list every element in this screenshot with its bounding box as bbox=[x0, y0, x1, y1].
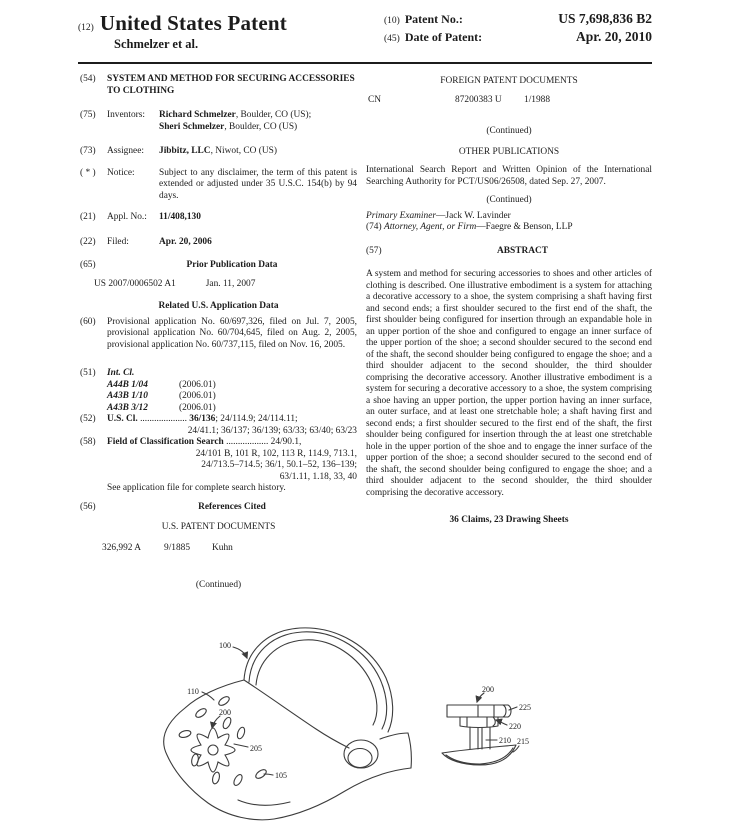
assignee-name: Jibbitz, LLC bbox=[159, 146, 211, 156]
attorney-line bbox=[366, 222, 652, 234]
related-data-entry bbox=[80, 317, 357, 352]
shoe-quarter-edge bbox=[244, 680, 349, 748]
field-60-num: (60) bbox=[80, 316, 96, 327]
inventors-list bbox=[159, 110, 311, 133]
field-search-line1 bbox=[107, 437, 357, 449]
assignee-content bbox=[107, 146, 357, 158]
int-cl-code: A44B 1/04 bbox=[107, 379, 148, 390]
filed-value: Apr. 20, 2006 bbox=[159, 236, 212, 247]
us-cl-label: U.S. Cl. bbox=[107, 414, 138, 424]
patent-number-code: (10) bbox=[384, 16, 400, 26]
notice-text: Subject to any disclaimer, the term of this patent is extended or adjusted under 35 U.S.C. 154(b) by 94 days. bbox=[159, 167, 357, 201]
header bbox=[78, 11, 652, 52]
appl-no-label: Appl. No.: bbox=[107, 212, 147, 222]
abstract-header bbox=[366, 246, 652, 258]
int-cl-code: A43B 3/12 bbox=[107, 402, 148, 413]
inventor-line bbox=[159, 110, 311, 122]
header-right bbox=[384, 11, 652, 52]
prior-pub-entry bbox=[80, 260, 357, 272]
filed-label: Filed: bbox=[107, 236, 129, 247]
attorney-value: —Faegre & Benson, LLP bbox=[476, 222, 573, 232]
vent-hole bbox=[232, 773, 244, 787]
assignee-line bbox=[159, 146, 277, 158]
prior-pub-number: US 2007/0006502 A1 bbox=[94, 278, 176, 289]
claims-line: 36 Claims, 23 Drawing Sheets bbox=[449, 515, 569, 525]
field-search-v1: 24/90.1, bbox=[270, 437, 302, 447]
inventor-name: Sheri Schmelzer bbox=[159, 121, 225, 132]
inventor-line bbox=[159, 122, 311, 134]
foreign-doc-row bbox=[368, 95, 652, 107]
appl-no-value: 11/408,130 bbox=[159, 212, 201, 222]
field-51-num: (51) bbox=[80, 368, 96, 378]
us-cl-line2: 24/41.1; 36/137; 36/139; 63/33; 63/40; 63/23 bbox=[187, 425, 357, 436]
field-73-num: (73) bbox=[80, 146, 96, 156]
appl-no-content bbox=[107, 212, 357, 224]
inventors-label: Inventors: bbox=[107, 110, 146, 120]
examiner-label: Primary Examiner bbox=[366, 210, 437, 221]
patent-date-row bbox=[384, 29, 652, 45]
shoe-heel-top bbox=[380, 733, 408, 739]
patent-number-row bbox=[384, 11, 652, 27]
ref-label-220: 220 bbox=[509, 722, 521, 731]
patent-date-code: (45) bbox=[384, 34, 400, 44]
ref-label-225: 225 bbox=[519, 703, 531, 712]
vent-hole bbox=[178, 729, 191, 738]
assignee-entry bbox=[80, 146, 357, 158]
us-cl-line1 bbox=[107, 414, 357, 426]
field-56-num: (56) bbox=[80, 501, 96, 512]
vent-hole bbox=[191, 754, 199, 767]
inventor-rest: , Boulder, CO (US) bbox=[224, 121, 298, 132]
leader-200-shoe bbox=[212, 716, 220, 728]
int-cl-row bbox=[107, 380, 357, 392]
us-cl-rest: ; 24/114.9; 24/114.11; bbox=[215, 414, 298, 424]
leader-200-fastener bbox=[477, 693, 484, 702]
related-data-heading: Related U.S. Application Data bbox=[158, 301, 279, 311]
us-cl-content bbox=[107, 414, 357, 437]
ref-label-200-fastener: 200 bbox=[482, 685, 494, 694]
inventors-content bbox=[107, 110, 357, 133]
references-entry bbox=[80, 502, 357, 514]
ref-label-105: 105 bbox=[275, 771, 287, 780]
foreign-doc-country: CN bbox=[368, 94, 382, 105]
header-divider bbox=[78, 62, 652, 64]
reference-date: 9/1885 bbox=[164, 542, 191, 553]
prior-pub-date: Jan. 11, 2007 bbox=[205, 278, 256, 289]
vent-hole bbox=[236, 726, 246, 739]
field-search-line3: 24/713.5–714.5; 36/1, 50.1–52, 136–139; bbox=[201, 460, 357, 470]
int-cl-code: A43B 1/10 bbox=[107, 391, 148, 401]
right-column bbox=[366, 74, 652, 527]
reference-number: 326,992 A bbox=[102, 542, 142, 553]
int-cl-row bbox=[107, 391, 357, 403]
examiner-value: —Jack W. Lavinder bbox=[436, 210, 511, 221]
field-57-num: (57) bbox=[366, 245, 382, 256]
int-cl-year: (2006.01) bbox=[179, 379, 216, 390]
references-heading: References Cited bbox=[198, 501, 266, 512]
patent-drawing bbox=[100, 622, 640, 828]
fastener-flange-endcap bbox=[478, 705, 511, 717]
int-cl-row bbox=[107, 403, 357, 415]
int-cl-year: (2006.01) bbox=[179, 391, 216, 401]
ref-label-205: 205 bbox=[250, 744, 262, 753]
strap-rivet-inner bbox=[348, 749, 372, 768]
flower-center-hole bbox=[208, 745, 218, 755]
field-65-num: (65) bbox=[80, 260, 96, 270]
references-continued: (Continued) bbox=[195, 580, 242, 590]
us-cl-entry bbox=[80, 414, 357, 437]
ref-label-100: 100 bbox=[219, 641, 231, 650]
ref-label-215: 215 bbox=[517, 737, 529, 746]
us-cl-leader: .................... bbox=[140, 414, 187, 424]
notice-label: Notice: bbox=[107, 167, 135, 178]
patent-number-value: US 7,698,836 B2 bbox=[558, 11, 652, 26]
shoe-heel-edge bbox=[408, 733, 411, 768]
field-22-num: (22) bbox=[80, 236, 96, 247]
page-title: United States Patent bbox=[99, 11, 287, 35]
patent-date-label: Date of Patent: bbox=[404, 30, 483, 44]
foreign-docs-heading: FOREIGN PATENT DOCUMENTS bbox=[440, 76, 578, 86]
foreign-continued: (Continued) bbox=[486, 126, 532, 136]
field-search-leader: .................. bbox=[226, 437, 269, 447]
field-52-num: (52) bbox=[80, 414, 96, 424]
other-pubs-continued: (Continued) bbox=[486, 195, 532, 205]
attorney-num: (74) bbox=[366, 222, 384, 232]
fastener-shaft bbox=[470, 727, 490, 749]
fastener-collar bbox=[460, 717, 498, 728]
inventor-rest: , Boulder, CO (US); bbox=[235, 110, 312, 120]
field-star-num: ( * ) bbox=[80, 167, 96, 178]
foreign-doc-number: 87200383 U bbox=[455, 94, 502, 105]
abstract-text: A system and method for securing accessories to shoes and other articles of clothing is described. One illustrative embodiment is a system for attaching a decorative accessory to a shoe, the system comprising a shaft having first and second ends; a first shoulder secured to the first end of the shaft, the first shoulder being configured for insertion through an expandable hole in an upper portion of the shoe and configured to engage an inner surface of the upper portion of the shoe; a second shoulder secured to the second end of the shaft, the second shoulder being configured to engage the shoe; and a third shoulder adjacent to the second shoulder, the third shoulder comprising the decorative accessory. Another illustrative embodiment is a system for securing a decorative accessory to a shoe, the system comprising a shoe having an upper portion, the upper portion having an inner surface, an outer surface, and at least one stretchable hole; a shaft having first and second ends; a first shoulder secured to the first end of the shaft, the first shoulder being configured for insertion through the at least one stretchable hole in the upper portion of the shoe and to engage the inner surface of the upper portion of the shoe; a second shoulder secured to the second end of the shaft, the second shoulder being configured to engage the shoe; and a third shoulder adjacent to the second shoulder, the third shoulder comprising the decorative accessory. bbox=[366, 269, 652, 498]
other-pubs-heading: OTHER PUBLICATIONS bbox=[458, 146, 560, 157]
filed-entry bbox=[80, 237, 357, 249]
shoe-body-outline bbox=[164, 680, 411, 820]
vent-hole bbox=[217, 695, 231, 707]
field-21-num: (21) bbox=[80, 212, 96, 222]
vent-hole bbox=[194, 707, 208, 719]
flower-accessory bbox=[191, 728, 235, 772]
header-left bbox=[78, 11, 378, 52]
invention-title: SYSTEM AND METHOD FOR SECURING ACCESSORIES TO CLOTHING bbox=[107, 74, 355, 96]
int-cl-year: (2006.01) bbox=[179, 402, 216, 413]
reference-row bbox=[102, 543, 357, 555]
abstract-heading: ABSTRACT bbox=[496, 245, 549, 256]
vent-hole bbox=[222, 716, 233, 730]
field-search-label: Field of Classification Search bbox=[107, 437, 224, 447]
vent-hole bbox=[211, 771, 220, 784]
field-search-line2: 24/101 B, 101 R, 102, 113 R, 114.9, 713.1, bbox=[195, 448, 357, 459]
notice-content bbox=[107, 168, 357, 203]
patent-number-label: Patent No.: bbox=[404, 12, 463, 26]
related-data-text: Provisional application No. 60/697,326, filed on Jul. 7, 2005, provisional application No. 60/704,645, filed on Aug. 2, 2005, provisional application No. 60/737,115, filed on Nov. 16, 2005. bbox=[107, 316, 357, 350]
ref-label-110: 110 bbox=[187, 687, 199, 696]
figures-area bbox=[100, 622, 640, 828]
int-cl-content bbox=[107, 368, 357, 414]
fastener-base bbox=[442, 745, 516, 765]
examiner-line bbox=[366, 211, 652, 223]
ref-label-210: 210 bbox=[499, 736, 511, 745]
us-cl-primary: 36/136 bbox=[189, 414, 216, 424]
field-54-num: (54) bbox=[80, 74, 96, 84]
invention-title-entry bbox=[80, 74, 357, 97]
field-search-note: See application file for complete search history. bbox=[107, 483, 286, 493]
filed-content bbox=[107, 237, 357, 249]
leader-205 bbox=[234, 744, 248, 747]
leader-100 bbox=[233, 647, 247, 658]
prior-pub-row bbox=[94, 279, 357, 291]
shoe-strap-inner bbox=[256, 640, 377, 725]
shoe-sole-line bbox=[238, 800, 290, 805]
field-75-num: (75) bbox=[80, 110, 96, 120]
field-58-num: (58) bbox=[80, 437, 96, 447]
prior-pub-heading: Prior Publication Data bbox=[186, 260, 278, 270]
other-pubs-text: International Search Report and Written Opinion of the International Searching Authority for PCT/US06/26508, dated Sep. 27, 2007. bbox=[366, 165, 652, 187]
appl-no-entry bbox=[80, 212, 357, 224]
patent-date-value: Apr. 20, 2010 bbox=[575, 29, 652, 44]
assignee-label: Assignee: bbox=[107, 146, 144, 156]
field-search-entry bbox=[80, 437, 357, 495]
figure-shoe bbox=[164, 628, 412, 820]
us-patent-docs-heading: U.S. PATENT DOCUMENTS bbox=[161, 522, 276, 532]
header-title-row bbox=[78, 11, 378, 36]
attorney-label: Attorney, Agent, or Firm bbox=[383, 222, 477, 232]
int-cl-entry bbox=[80, 368, 357, 414]
inventors-entry bbox=[80, 110, 357, 133]
kind-code: (12) bbox=[78, 23, 94, 33]
left-column bbox=[80, 74, 357, 592]
header-author: Schmelzer et al. bbox=[114, 37, 199, 51]
inventor-name: Richard Schmelzer bbox=[159, 110, 236, 120]
notice-entry bbox=[80, 168, 357, 203]
shoe-strap-mid bbox=[249, 632, 387, 729]
field-search-line4: 63/1.11, 1.18, 33, 40 bbox=[279, 471, 357, 482]
field-search-content bbox=[107, 437, 357, 495]
int-cl-label: Int. Cl. bbox=[107, 368, 135, 378]
foreign-doc-date: 1/1988 bbox=[524, 94, 551, 105]
figure-fastener bbox=[442, 685, 531, 765]
reference-name: Kuhn bbox=[212, 542, 233, 553]
ref-label-200-shoe: 200 bbox=[219, 708, 231, 717]
assignee-rest: , Niwot, CO (US) bbox=[210, 146, 277, 156]
